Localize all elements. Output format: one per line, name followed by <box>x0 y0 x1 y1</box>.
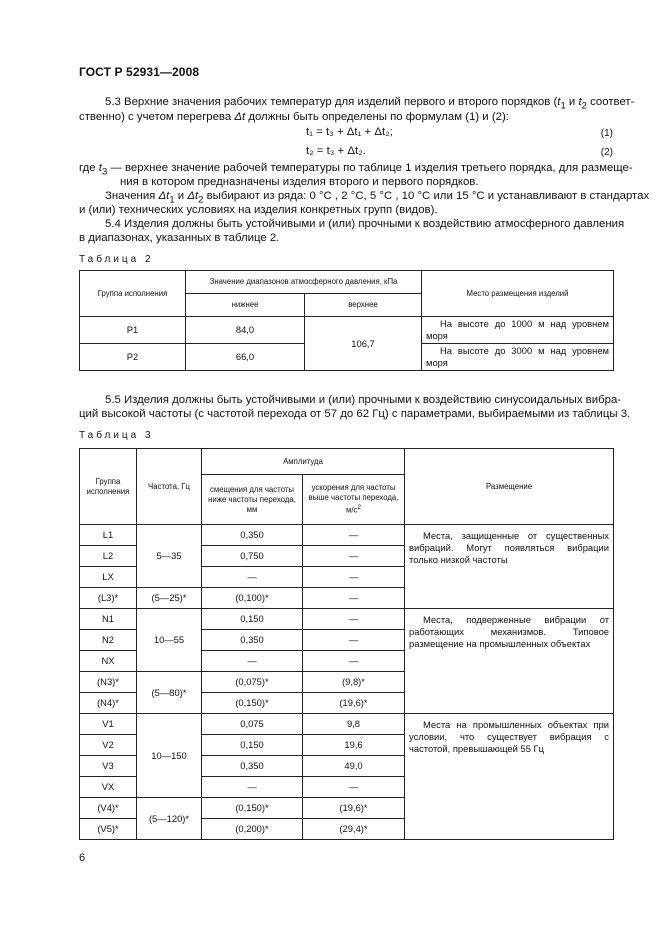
page-number: 6 <box>79 852 86 864</box>
table-3-cell-group: (L3)* <box>80 588 137 609</box>
table-2-cell-group: Р1 <box>80 317 186 344</box>
table-3-cell-disp: — <box>202 567 303 588</box>
table-3-cell-disp: 0,075 <box>202 714 303 735</box>
table-3-cell-disp: 0,150 <box>202 735 303 756</box>
table-3-cell-accel: 19,6 <box>303 735 405 756</box>
formula-1-number: (1) <box>600 128 613 139</box>
table-3-cell-accel: — <box>303 651 405 672</box>
table-3-cell-accel: 9,8 <box>303 714 405 735</box>
table-2-cell-place: На высоте до 3000 м над уровнем моря <box>422 344 614 371</box>
table-3-cell-accel: — <box>303 525 405 546</box>
para-where-line-4: и (или) технических условиях на изделия конкретных групп (видов). <box>79 204 438 216</box>
table-3-header-freq: Частота, Гц <box>137 449 202 525</box>
table-3-cell-accel: — <box>303 777 405 798</box>
para-5-4-line-1: 5.4 Изделия должны быть устойчивыми и (или) прочными к воздействию атмосферного давления <box>105 218 625 230</box>
table-3-cell-freq: 10—150 <box>137 714 202 798</box>
table-3 <box>79 448 614 840</box>
para-5-3-line-1: 5.3 Верхние значения рабочих температур для изделий первого и второго порядков ($t_1$ и $t_2$ соответ- <box>105 96 635 112</box>
table-3-cell-accel: — <box>303 609 405 630</box>
table-2-header-place: Место размещения изделий <box>422 271 614 317</box>
table-2-caption: Таблица 2 <box>79 254 154 265</box>
formula-1: t₁ = t₃ + Δt₁ + Δt₂; <box>306 126 393 138</box>
table-3-cell-group: L1 <box>80 525 137 546</box>
table-3-cell-disp: (0,075)* <box>202 672 303 693</box>
table-3-cell-freq: 10—55 <box>137 609 202 672</box>
table-2-header-group: Группа исполнения <box>80 271 186 317</box>
table-3-cell-accel: (9,8)* <box>303 672 405 693</box>
table-3-cell-group: LX <box>80 567 137 588</box>
table-3-cell-accel: — <box>303 588 405 609</box>
table-2 <box>79 270 614 371</box>
table-3-cell-place: Места на промышленных объектах при условии, что существует вибрация с частотой, превышающей 55 Гц <box>405 714 614 840</box>
table-3-cell-disp: 0,350 <box>202 756 303 777</box>
table-3-cell-group: (V5)* <box>80 819 137 840</box>
table-3-cell-accel: (19,6)* <box>303 693 405 714</box>
table-3-cell-group: V1 <box>80 714 137 735</box>
table-row <box>80 525 614 546</box>
table-3-cell-disp: 0,750 <box>202 546 303 567</box>
para-5-5-line-2: ций высокой частоты (с частотой перехода от 57 до 62 Гц) с параметрами, выбираемыми из таблицы 3. <box>79 408 631 420</box>
table-3-cell-disp: 0,350 <box>202 630 303 651</box>
para-5-5-line-1: 5.5 Изделия должны быть устойчивыми и (или) прочными к воздействию синусоидальных вибра- <box>105 394 622 406</box>
table-3-cell-group: N2 <box>80 630 137 651</box>
table-2-cell-place: На высоте до 1000 м над уровнем моря <box>422 317 614 344</box>
table-3-cell-disp: (0,200)* <box>202 819 303 840</box>
table-2-header-upper: верхнее <box>305 294 422 317</box>
document-header: ГОСТ Р 52931—2008 <box>79 65 200 79</box>
table-2-cell-lower: 84,0 <box>186 317 305 344</box>
table-3-cell-disp: (0,100)* <box>202 588 303 609</box>
table-3-cell-group: NX <box>80 651 137 672</box>
table-3-cell-group: (N4)* <box>80 693 137 714</box>
table-3-cell-accel: — <box>303 630 405 651</box>
table-3-cell-place: Места, подверженные вибрации от работающих механизмов. Типовое размещение на промышленных объектах <box>405 609 614 714</box>
table-3-cell-accel: 49,0 <box>303 756 405 777</box>
table-3-cell-disp: (0,150)* <box>202 798 303 819</box>
table-3-cell-group: L2 <box>80 546 137 567</box>
table-3-header-group: Группа исполнения <box>80 449 137 525</box>
para-where-line-3: Значения $\Delta t_1$ и $\Delta t_2$ выбирают из ряда: 0 °С , 2 °С, 5 °С , 10 °С или 15 °С и устанавливают в стандартах <box>105 190 650 206</box>
table-2-cell-upper: 106,7 <box>305 317 422 371</box>
table-3-cell-freq: (5—25)* <box>137 588 202 609</box>
table-3-cell-group: (V4)* <box>80 798 137 819</box>
table-3-cell-accel: — <box>303 546 405 567</box>
table-3-cell-group: V3 <box>80 756 137 777</box>
table-row <box>80 317 614 344</box>
table-row <box>80 714 614 735</box>
table-2-cell-group: Р2 <box>80 344 186 371</box>
table-3-cell-group: (N3)* <box>80 672 137 693</box>
table-2-cell-lower: 66,0 <box>186 344 305 371</box>
table-3-cell-freq: 5—35 <box>137 525 202 588</box>
para-where-line-1: где $t_3$ — верхнее значение рабочей температуры по таблице 1 изделия третьего порядка, для размеще- <box>79 162 633 178</box>
table-3-cell-freq: (5—120)* <box>137 798 202 840</box>
table-3-cell-place: Места, защищенные от существенных вибраций. Могут появляться вибрации только низкой частоты <box>405 525 614 609</box>
table-3-cell-group: V2 <box>80 735 137 756</box>
table-3-cell-accel: — <box>303 567 405 588</box>
para-where-line-2: ния в котором предназначены изделия второго и первого порядков. <box>120 176 479 188</box>
table-3-header-place: Размещение <box>405 449 614 525</box>
table-3-cell-accel: (19,6)* <box>303 798 405 819</box>
table-3-cell-disp: 0,150 <box>202 609 303 630</box>
para-5-3-line-2: ственно) с учетом перегрева Δt должны быть определены по формулам (1) и (2): <box>79 111 509 123</box>
para-5-4-line-2: в диапазонах, указанных в таблице 2. <box>79 232 280 244</box>
table-3-caption: Таблица 3 <box>79 430 154 441</box>
table-3-cell-freq: (5—80)* <box>137 672 202 714</box>
table-3-cell-group: N1 <box>80 609 137 630</box>
table-3-cell-disp: 0,350 <box>202 525 303 546</box>
table-row <box>80 609 614 630</box>
formula-2-number: (2) <box>600 147 613 158</box>
table-3-cell-group: VX <box>80 777 137 798</box>
table-2-header-values: Значение диапазонов атмосферного давления, кПа <box>186 271 422 294</box>
table-3-header-amplitude: Амплитуда <box>202 449 405 475</box>
formula-2: t₂ = t₃ + Δt₂. <box>306 145 366 157</box>
table-3-cell-disp: (0,150)* <box>202 693 303 714</box>
table-3-header-acceleration: ускорения для частоты выше частоты перехода, $м/с^2$ <box>303 475 405 525</box>
table-3-cell-disp: — <box>202 777 303 798</box>
table-3-cell-disp: — <box>202 651 303 672</box>
table-3-cell-accel: (29,4)* <box>303 819 405 840</box>
table-3-header-displacement: смещения для частоты ниже частоты перехода, мм <box>202 475 303 525</box>
table-2-header-lower: нижнее <box>186 294 305 317</box>
